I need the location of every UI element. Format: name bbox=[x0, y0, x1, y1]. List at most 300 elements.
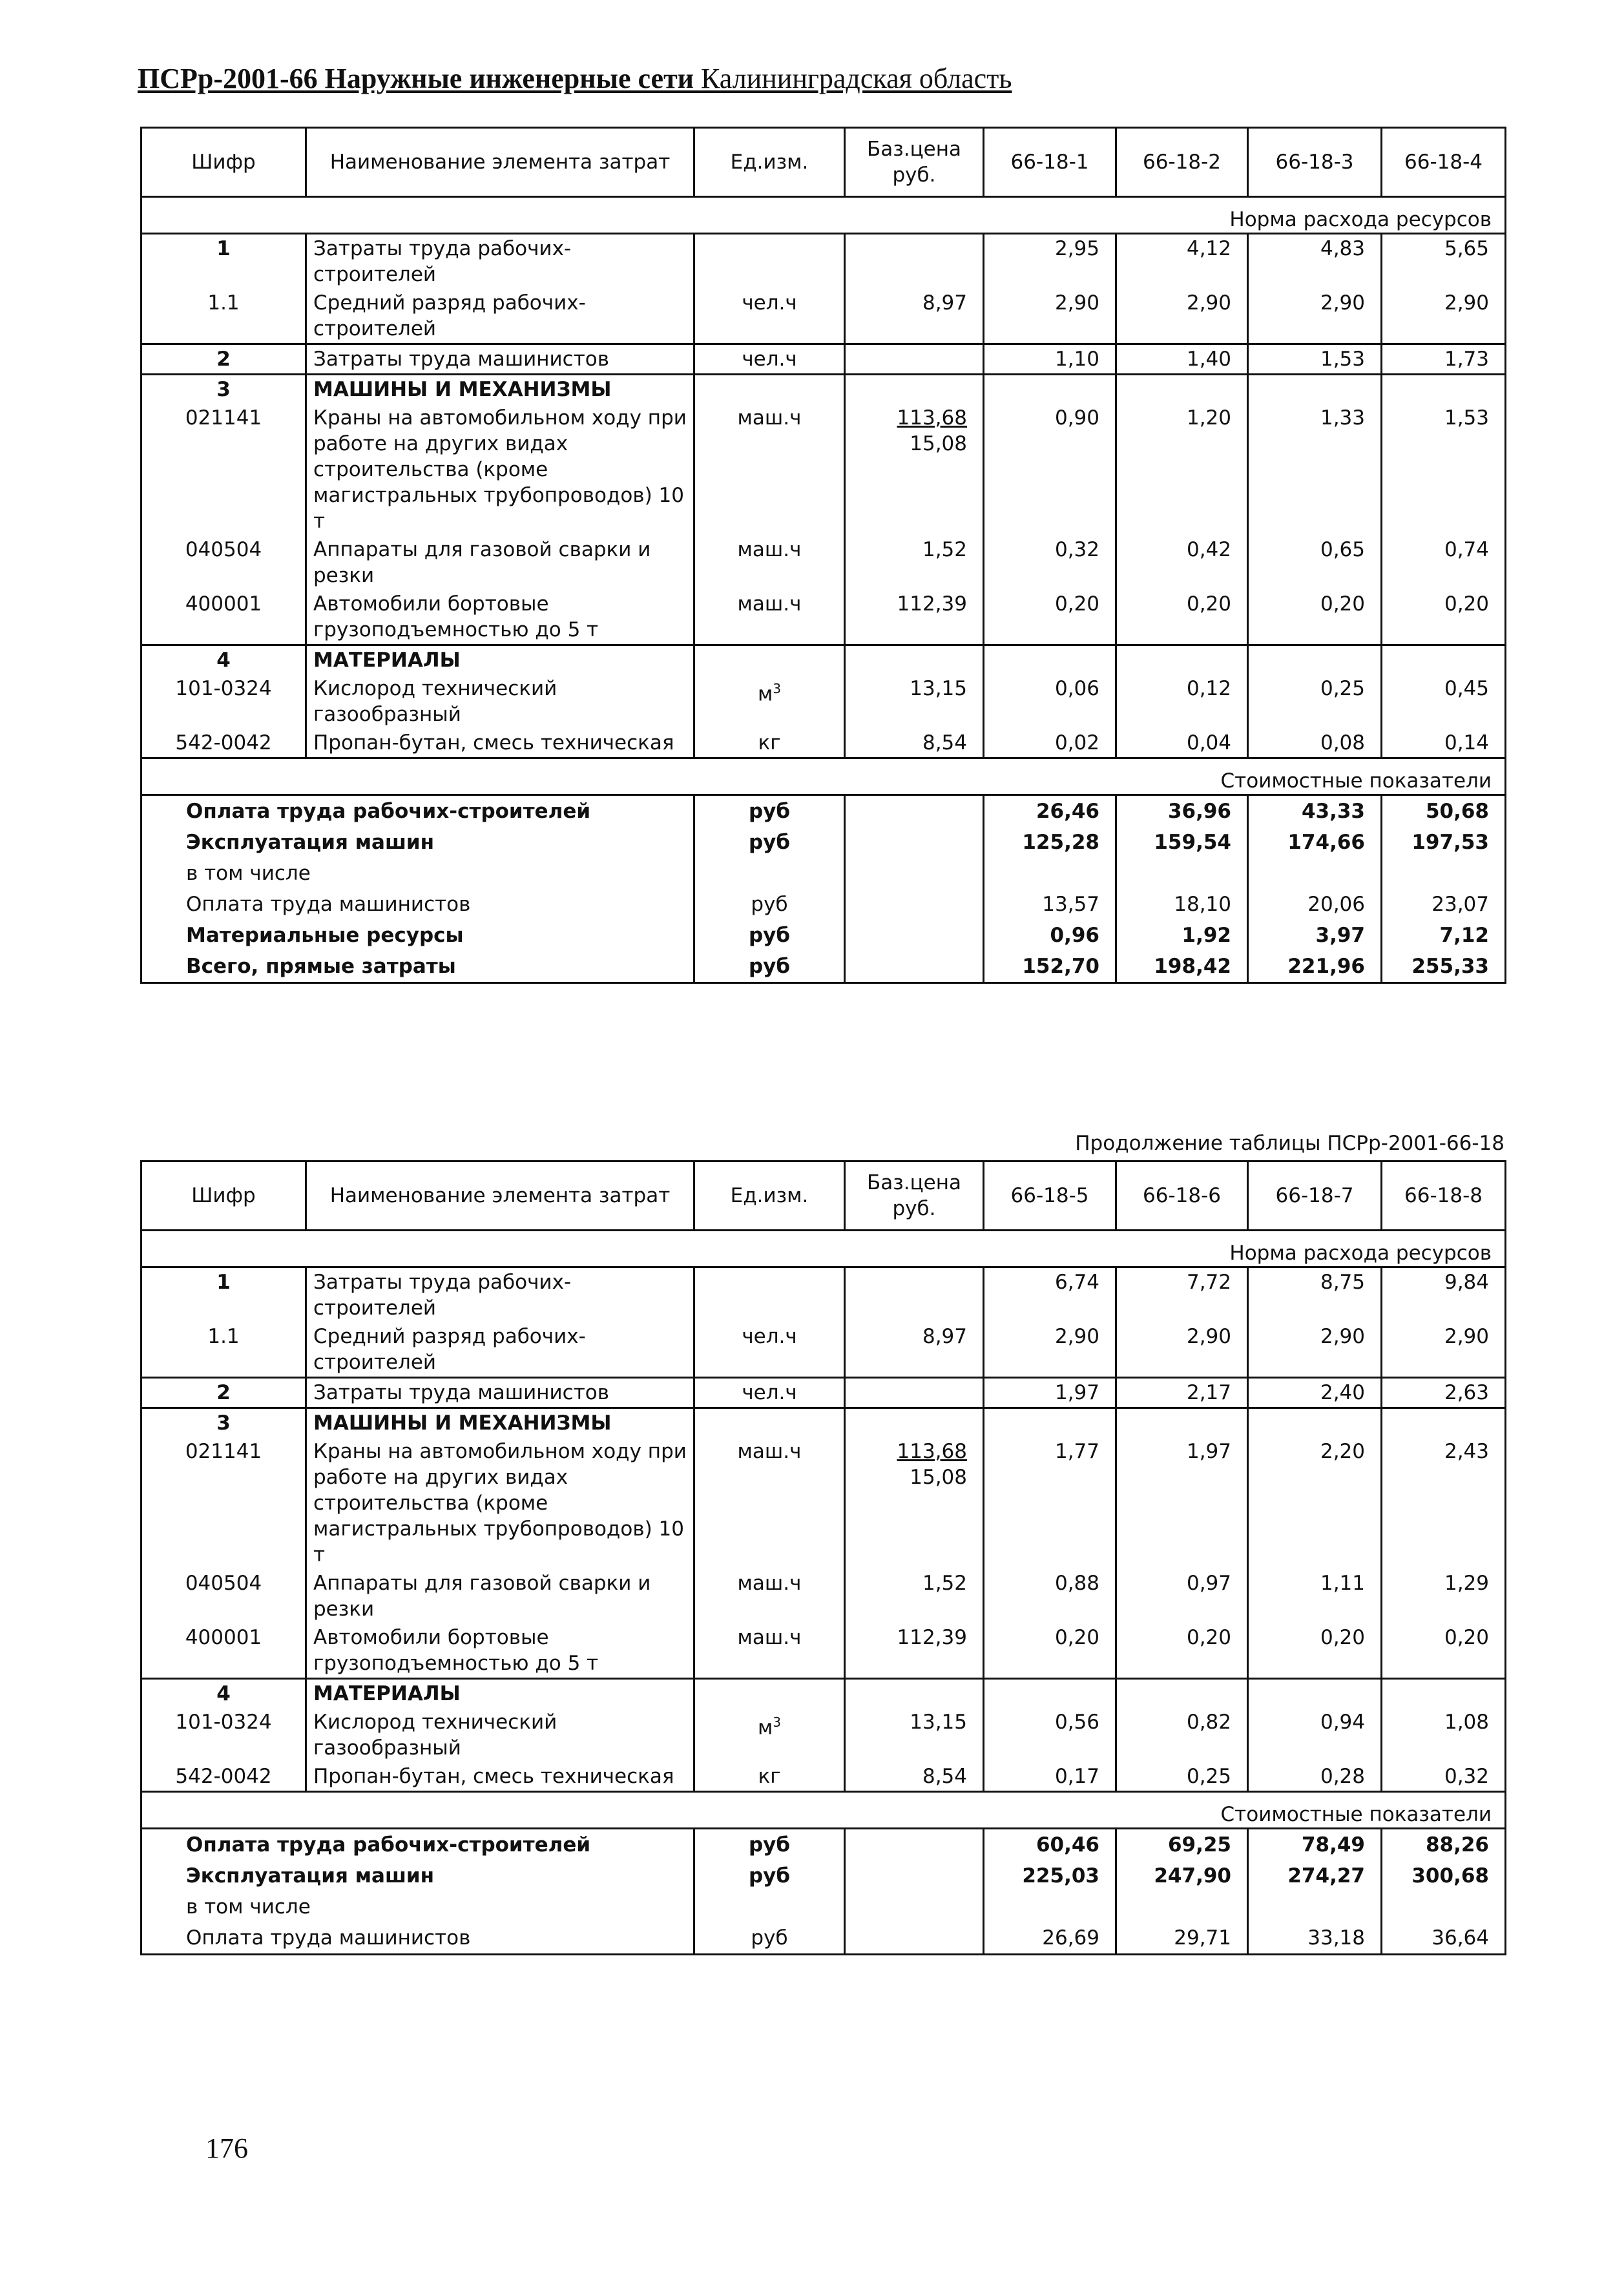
row-value-4: 2,90 bbox=[1382, 1322, 1506, 1378]
row-unit bbox=[694, 590, 845, 645]
row-value-3: 1,11 bbox=[1248, 1569, 1382, 1623]
row-value-4: 2,63 bbox=[1382, 1378, 1506, 1408]
row-price-line-2: 15,08 bbox=[910, 432, 967, 455]
totals-unit: руб bbox=[694, 795, 845, 827]
totals-value-3: 43,33 bbox=[1248, 795, 1382, 827]
row-unit-text: м bbox=[757, 682, 773, 706]
row-price bbox=[845, 344, 984, 375]
row-name: Кислород технический газообразный bbox=[306, 1708, 694, 1762]
row-value-1: 1,10 bbox=[984, 344, 1116, 375]
totals-row bbox=[141, 1922, 1506, 1955]
totals-price-empty bbox=[845, 1860, 984, 1891]
header-col-4: 66-18-8 bbox=[1382, 1161, 1506, 1231]
header-price: Баз.цена руб. bbox=[845, 1161, 984, 1231]
totals-label: Оплата труда рабочих-строителей bbox=[141, 795, 694, 827]
section-norms-label: Норма расхода ресурсов bbox=[141, 197, 1506, 234]
document-title-region: Калининградская область bbox=[701, 63, 1012, 94]
row-value-2: 2,90 bbox=[1116, 1322, 1248, 1378]
row-value-4: 1,29 bbox=[1382, 1569, 1506, 1623]
row-value-3: 4,83 bbox=[1248, 234, 1382, 289]
row-code: 1.1 bbox=[141, 1322, 306, 1378]
row-value-2: 4,12 bbox=[1116, 234, 1248, 289]
totals-value-4 bbox=[1382, 858, 1506, 889]
totals-price-empty bbox=[845, 1829, 984, 1861]
totals-value-4: 36,64 bbox=[1382, 1922, 1506, 1955]
row-unit bbox=[694, 404, 845, 536]
totals-value-3: 33,18 bbox=[1248, 1922, 1382, 1955]
row-value-4: 2,43 bbox=[1382, 1437, 1506, 1569]
totals-label: Оплата труда рабочих-строителей bbox=[141, 1829, 694, 1861]
totals-value-4: 197,53 bbox=[1382, 827, 1506, 858]
table-row bbox=[141, 674, 1506, 729]
row-value-4: 9,84 bbox=[1382, 1267, 1506, 1323]
totals-price-empty bbox=[845, 858, 984, 889]
row-value-4: 0,14 bbox=[1382, 729, 1506, 758]
totals-unit bbox=[694, 858, 845, 889]
row-price bbox=[845, 404, 984, 536]
row-value-1: 1,97 bbox=[984, 1378, 1116, 1408]
table-body bbox=[141, 1267, 1506, 1792]
totals-price-empty bbox=[845, 1891, 984, 1922]
totals-row bbox=[141, 920, 1506, 951]
row-value-4: 5,65 bbox=[1382, 234, 1506, 289]
row-value-2: 0,25 bbox=[1116, 1762, 1248, 1792]
row-name: Пропан-бутан, смесь техническая bbox=[306, 729, 694, 758]
header-code: Шифр bbox=[141, 128, 306, 197]
row-value-2 bbox=[1116, 375, 1248, 404]
totals-value-1: 13,57 bbox=[984, 889, 1116, 920]
row-value-1 bbox=[984, 1679, 1116, 1709]
totals-value-3: 3,97 bbox=[1248, 920, 1382, 951]
row-value-4: 0,20 bbox=[1382, 1623, 1506, 1679]
table-row bbox=[141, 289, 1506, 344]
row-unit bbox=[694, 1762, 845, 1792]
row-price-value: 1,52 bbox=[922, 1572, 967, 1595]
row-price-line-1: 113,68 bbox=[897, 406, 967, 430]
table-row bbox=[141, 1267, 1506, 1323]
row-price bbox=[845, 1679, 984, 1709]
totals-price-empty bbox=[845, 795, 984, 827]
totals-value-1: 0,96 bbox=[984, 920, 1116, 951]
row-price-value: 8,54 bbox=[922, 1765, 967, 1788]
row-value-2: 0,04 bbox=[1116, 729, 1248, 758]
row-value-3 bbox=[1248, 375, 1382, 404]
row-value-2: 0,12 bbox=[1116, 674, 1248, 729]
row-price bbox=[845, 590, 984, 645]
row-unit bbox=[694, 344, 845, 375]
row-name: Автомобили бортовые грузоподъемностью до 5 т bbox=[306, 1623, 694, 1679]
row-code: 542-0042 bbox=[141, 1762, 306, 1792]
row-unit-text: маш.ч bbox=[737, 406, 802, 430]
row-value-3 bbox=[1248, 1679, 1382, 1709]
header-col-2: 66-18-2 bbox=[1116, 128, 1248, 197]
totals-value-1: 60,46 bbox=[984, 1829, 1116, 1861]
row-code: 1.1 bbox=[141, 289, 306, 344]
totals-label: в том числе bbox=[141, 858, 694, 889]
row-price-line-1: 113,68 bbox=[897, 1440, 967, 1463]
row-name: МАШИНЫ И МЕХАНИЗМЫ bbox=[306, 375, 694, 404]
row-price bbox=[845, 1708, 984, 1762]
totals-row bbox=[141, 1860, 1506, 1891]
header-code: Шифр bbox=[141, 1161, 306, 1231]
row-unit bbox=[694, 289, 845, 344]
row-value-1: 0,20 bbox=[984, 1623, 1116, 1679]
row-unit-text: чел.ч bbox=[742, 1325, 797, 1348]
row-unit bbox=[694, 1267, 845, 1323]
row-name: Аппараты для газовой сварки и резки bbox=[306, 1569, 694, 1623]
table-row bbox=[141, 536, 1506, 590]
totals-label: Эксплуатация машин bbox=[141, 1860, 694, 1891]
row-price bbox=[845, 375, 984, 404]
row-name: Краны на автомобильном ходу при работе на других видах строительства (кроме магистральных трубопроводов) 10 т bbox=[306, 1437, 694, 1569]
row-unit-text: чел.ч bbox=[742, 1381, 797, 1404]
totals-value-4: 50,68 bbox=[1382, 795, 1506, 827]
totals-value-3: 221,96 bbox=[1248, 951, 1382, 983]
row-name: Автомобили бортовые грузоподъемностью до 5 т bbox=[306, 590, 694, 645]
row-value-4: 0,32 bbox=[1382, 1762, 1506, 1792]
row-value-1: 0,56 bbox=[984, 1708, 1116, 1762]
row-unit bbox=[694, 1623, 845, 1679]
row-price-value: 8,97 bbox=[922, 291, 967, 315]
totals-row bbox=[141, 795, 1506, 827]
row-value-4: 2,90 bbox=[1382, 289, 1506, 344]
totals-value-3: 274,27 bbox=[1248, 1860, 1382, 1891]
totals-value-1 bbox=[984, 858, 1116, 889]
row-name: МАТЕРИАЛЫ bbox=[306, 1679, 694, 1709]
row-price bbox=[845, 536, 984, 590]
table-row bbox=[141, 1762, 1506, 1792]
row-unit-text: чел.ч bbox=[742, 348, 797, 371]
row-code: 101-0324 bbox=[141, 674, 306, 729]
row-unit-text: кг bbox=[758, 1765, 781, 1788]
row-unit-sup: 3 bbox=[773, 1714, 782, 1730]
row-name: Затраты труда машинистов bbox=[306, 1378, 694, 1408]
row-price bbox=[845, 645, 984, 675]
totals-value-2 bbox=[1116, 858, 1248, 889]
row-value-2: 0,82 bbox=[1116, 1708, 1248, 1762]
row-value-1: 0,06 bbox=[984, 674, 1116, 729]
totals-value-3: 20,06 bbox=[1248, 889, 1382, 920]
row-code: 3 bbox=[141, 375, 306, 404]
totals-unit: руб bbox=[694, 889, 845, 920]
row-code: 542-0042 bbox=[141, 729, 306, 758]
row-value-2 bbox=[1116, 645, 1248, 675]
table-row bbox=[141, 590, 1506, 645]
section-costs-row bbox=[141, 1792, 1506, 1829]
totals-label: Всего, прямые затраты bbox=[141, 951, 694, 983]
row-code: 400001 bbox=[141, 590, 306, 645]
totals-unit bbox=[694, 1891, 845, 1922]
row-value-4: 1,53 bbox=[1382, 404, 1506, 536]
header-col-4: 66-18-4 bbox=[1382, 128, 1506, 197]
totals-value-1: 26,69 bbox=[984, 1922, 1116, 1955]
row-name: Затраты труда рабочих-строителей bbox=[306, 1267, 694, 1323]
row-unit bbox=[694, 729, 845, 758]
header-col-1: 66-18-5 bbox=[984, 1161, 1116, 1231]
totals-value-2: 159,54 bbox=[1116, 827, 1248, 858]
totals-value-3 bbox=[1248, 858, 1382, 889]
row-unit bbox=[694, 375, 845, 404]
table-row bbox=[141, 1708, 1506, 1762]
totals-label: Оплата труда машинистов bbox=[141, 889, 694, 920]
header-col-1: 66-18-1 bbox=[984, 128, 1116, 197]
row-code: 400001 bbox=[141, 1623, 306, 1679]
row-price bbox=[845, 1569, 984, 1623]
totals-value-2: 247,90 bbox=[1116, 1860, 1248, 1891]
header-name: Наименование элемента затрат bbox=[306, 1161, 694, 1231]
row-value-1: 2,90 bbox=[984, 1322, 1116, 1378]
row-value-3: 0,94 bbox=[1248, 1708, 1382, 1762]
row-price-value: 112,39 bbox=[897, 592, 967, 616]
row-price-value: 8,97 bbox=[922, 1325, 967, 1348]
row-value-2: 1,40 bbox=[1116, 344, 1248, 375]
totals-unit: руб bbox=[694, 1860, 845, 1891]
row-price-value: 112,39 bbox=[897, 1626, 967, 1649]
row-name: МАТЕРИАЛЫ bbox=[306, 645, 694, 675]
row-value-1: 0,20 bbox=[984, 590, 1116, 645]
row-value-2: 0,20 bbox=[1116, 1623, 1248, 1679]
row-name: Кислород технический газообразный bbox=[306, 674, 694, 729]
row-name: Аппараты для газовой сварки и резки bbox=[306, 536, 694, 590]
totals-value-4: 255,33 bbox=[1382, 951, 1506, 983]
row-value-2: 2,17 bbox=[1116, 1378, 1248, 1408]
row-unit-text: чел.ч bbox=[742, 291, 797, 315]
row-price-line-2: 15,08 bbox=[910, 1466, 967, 1489]
totals-unit: руб bbox=[694, 951, 845, 983]
row-unit bbox=[694, 1408, 845, 1438]
row-value-1 bbox=[984, 645, 1116, 675]
table-row bbox=[141, 645, 1506, 675]
totals-row bbox=[141, 889, 1506, 920]
totals-value-4 bbox=[1382, 1891, 1506, 1922]
row-unit-sup: 3 bbox=[773, 681, 782, 696]
row-price bbox=[845, 1378, 984, 1408]
row-value-1: 2,90 bbox=[984, 289, 1116, 344]
row-value-4: 0,20 bbox=[1382, 590, 1506, 645]
totals-row bbox=[141, 827, 1506, 858]
totals-unit: руб bbox=[694, 1922, 845, 1955]
row-code: 2 bbox=[141, 344, 306, 375]
row-value-3: 2,40 bbox=[1248, 1378, 1382, 1408]
row-unit bbox=[694, 1378, 845, 1408]
totals-value-4: 300,68 bbox=[1382, 1860, 1506, 1891]
row-value-4: 0,74 bbox=[1382, 536, 1506, 590]
row-price bbox=[845, 289, 984, 344]
section-costs-label: Стоимостные показатели bbox=[141, 1792, 1506, 1829]
table-row bbox=[141, 1408, 1506, 1438]
row-name: Пропан-бутан, смесь техническая bbox=[306, 1762, 694, 1792]
row-code: 101-0324 bbox=[141, 1708, 306, 1762]
resource-table-2 bbox=[140, 1160, 1506, 1955]
totals-value-1: 125,28 bbox=[984, 827, 1116, 858]
row-value-2: 0,20 bbox=[1116, 590, 1248, 645]
table-row bbox=[141, 1322, 1506, 1378]
row-value-2: 0,97 bbox=[1116, 1569, 1248, 1623]
table-header-row bbox=[141, 1161, 1506, 1231]
row-value-1: 0,32 bbox=[984, 536, 1116, 590]
table-row bbox=[141, 375, 1506, 404]
row-value-3: 0,20 bbox=[1248, 1623, 1382, 1679]
row-unit bbox=[694, 674, 845, 729]
row-name: Затраты труда рабочих-строителей bbox=[306, 234, 694, 289]
row-value-4 bbox=[1382, 645, 1506, 675]
totals-price-empty bbox=[845, 827, 984, 858]
totals-price-empty bbox=[845, 920, 984, 951]
totals-label: Материальные ресурсы bbox=[141, 920, 694, 951]
section-norms-row bbox=[141, 197, 1506, 234]
totals-row bbox=[141, 1829, 1506, 1861]
row-value-3: 0,08 bbox=[1248, 729, 1382, 758]
table-header-row bbox=[141, 128, 1506, 197]
totals-row bbox=[141, 1891, 1506, 1922]
row-price bbox=[845, 729, 984, 758]
totals-value-1 bbox=[984, 1891, 1116, 1922]
row-code: 040504 bbox=[141, 1569, 306, 1623]
row-value-3: 1,53 bbox=[1248, 344, 1382, 375]
header-name: Наименование элемента затрат bbox=[306, 128, 694, 197]
totals-value-4: 88,26 bbox=[1382, 1829, 1506, 1861]
section-costs-row bbox=[141, 758, 1506, 795]
row-code: 4 bbox=[141, 645, 306, 675]
row-value-4 bbox=[1382, 375, 1506, 404]
totals-value-2: 18,10 bbox=[1116, 889, 1248, 920]
row-value-2: 1,97 bbox=[1116, 1437, 1248, 1569]
totals-unit: руб bbox=[694, 920, 845, 951]
row-value-1 bbox=[984, 375, 1116, 404]
table-row bbox=[141, 1569, 1506, 1623]
totals-value-2: 69,25 bbox=[1116, 1829, 1248, 1861]
totals-label: в том числе bbox=[141, 1891, 694, 1922]
row-value-3 bbox=[1248, 645, 1382, 675]
row-code: 2 bbox=[141, 1378, 306, 1408]
row-value-3 bbox=[1248, 1408, 1382, 1438]
document-title-bold: ПСРр-2001-66 Наружные инженерные сети bbox=[138, 63, 694, 94]
totals-value-3: 78,49 bbox=[1248, 1829, 1382, 1861]
row-value-2: 0,42 bbox=[1116, 536, 1248, 590]
row-code: 040504 bbox=[141, 536, 306, 590]
row-code: 1 bbox=[141, 234, 306, 289]
header-col-3: 66-18-7 bbox=[1248, 1161, 1382, 1231]
totals-value-2 bbox=[1116, 1891, 1248, 1922]
section-norms-label: Норма расхода ресурсов bbox=[141, 1231, 1506, 1267]
row-value-3: 0,25 bbox=[1248, 674, 1382, 729]
row-value-4: 0,45 bbox=[1382, 674, 1506, 729]
row-unit-text: м bbox=[757, 1716, 773, 1740]
row-value-1: 0,90 bbox=[984, 404, 1116, 536]
page-number: 176 bbox=[205, 2132, 248, 2164]
totals-value-3 bbox=[1248, 1891, 1382, 1922]
totals-value-1: 152,70 bbox=[984, 951, 1116, 983]
row-unit-text: маш.ч bbox=[737, 1626, 802, 1649]
section-costs-label: Стоимостные показатели bbox=[141, 758, 1506, 795]
continuation-caption: Продолжение таблицы ПСРр-2001-66-18 bbox=[1075, 1132, 1504, 1155]
table-row bbox=[141, 729, 1506, 758]
row-price-value: 13,15 bbox=[910, 1711, 967, 1734]
row-value-1: 1,77 bbox=[984, 1437, 1116, 1569]
row-price bbox=[845, 1408, 984, 1438]
row-value-1: 6,74 bbox=[984, 1267, 1116, 1323]
row-unit bbox=[694, 536, 845, 590]
totals-value-1: 26,46 bbox=[984, 795, 1116, 827]
row-name: Краны на автомобильном ходу при работе на других видах строительства (кроме магистральных трубопроводов) 10 т bbox=[306, 404, 694, 536]
row-price bbox=[845, 1437, 984, 1569]
totals-value-3: 174,66 bbox=[1248, 827, 1382, 858]
row-code: 021141 bbox=[141, 404, 306, 536]
header-col-3: 66-18-3 bbox=[1248, 128, 1382, 197]
row-value-3: 1,33 bbox=[1248, 404, 1382, 536]
totals-value-2: 198,42 bbox=[1116, 951, 1248, 983]
row-unit bbox=[694, 1437, 845, 1569]
table-row bbox=[141, 234, 1506, 289]
document-title bbox=[138, 62, 1012, 95]
row-value-4 bbox=[1382, 1679, 1506, 1709]
row-name: Средний разряд рабочих-строителей bbox=[306, 1322, 694, 1378]
header-price: Баз.цена руб. bbox=[845, 128, 984, 197]
row-code: 1 bbox=[141, 1267, 306, 1323]
row-unit bbox=[694, 645, 845, 675]
row-value-2 bbox=[1116, 1679, 1248, 1709]
row-value-2 bbox=[1116, 1408, 1248, 1438]
row-unit bbox=[694, 1569, 845, 1623]
totals-row bbox=[141, 951, 1506, 983]
totals-value-2: 1,92 bbox=[1116, 920, 1248, 951]
row-code: 021141 bbox=[141, 1437, 306, 1569]
header-col-2: 66-18-6 bbox=[1116, 1161, 1248, 1231]
row-unit bbox=[694, 1322, 845, 1378]
row-unit-text: кг bbox=[758, 731, 781, 754]
table-row bbox=[141, 404, 1506, 536]
row-price bbox=[845, 1322, 984, 1378]
totals-price-empty bbox=[845, 951, 984, 983]
row-price bbox=[845, 674, 984, 729]
row-value-2: 1,20 bbox=[1116, 404, 1248, 536]
table-row bbox=[141, 1679, 1506, 1709]
row-value-3: 0,65 bbox=[1248, 536, 1382, 590]
row-value-3: 2,20 bbox=[1248, 1437, 1382, 1569]
row-unit bbox=[694, 1679, 845, 1709]
row-unit-text: маш.ч bbox=[737, 538, 802, 561]
row-value-2: 2,90 bbox=[1116, 289, 1248, 344]
row-price-value: 1,52 bbox=[922, 538, 967, 561]
header-unit: Ед.изм. bbox=[694, 128, 845, 197]
resource-table-1 bbox=[140, 127, 1506, 984]
row-price bbox=[845, 1762, 984, 1792]
row-name: МАШИНЫ И МЕХАНИЗМЫ bbox=[306, 1408, 694, 1438]
totals-label: Оплата труда машинистов bbox=[141, 1922, 694, 1955]
row-price-value: 8,54 bbox=[922, 731, 967, 754]
totals-unit: руб bbox=[694, 1829, 845, 1861]
table-row bbox=[141, 344, 1506, 375]
totals-row bbox=[141, 858, 1506, 889]
row-name: Средний разряд рабочих-строителей bbox=[306, 289, 694, 344]
row-value-1: 0,02 bbox=[984, 729, 1116, 758]
row-value-3: 2,90 bbox=[1248, 289, 1382, 344]
row-value-3: 8,75 bbox=[1248, 1267, 1382, 1323]
row-price bbox=[845, 1623, 984, 1679]
row-value-3: 0,20 bbox=[1248, 590, 1382, 645]
row-code: 3 bbox=[141, 1408, 306, 1438]
row-value-3: 0,28 bbox=[1248, 1762, 1382, 1792]
row-value-4: 1,08 bbox=[1382, 1708, 1506, 1762]
row-name: Затраты труда машинистов bbox=[306, 344, 694, 375]
totals-value-2: 36,96 bbox=[1116, 795, 1248, 827]
totals-unit: руб bbox=[694, 827, 845, 858]
totals-value-4: 7,12 bbox=[1382, 920, 1506, 951]
row-value-3: 2,90 bbox=[1248, 1322, 1382, 1378]
totals-price-empty bbox=[845, 1922, 984, 1955]
table-body bbox=[141, 234, 1506, 758]
row-value-1: 2,95 bbox=[984, 234, 1116, 289]
